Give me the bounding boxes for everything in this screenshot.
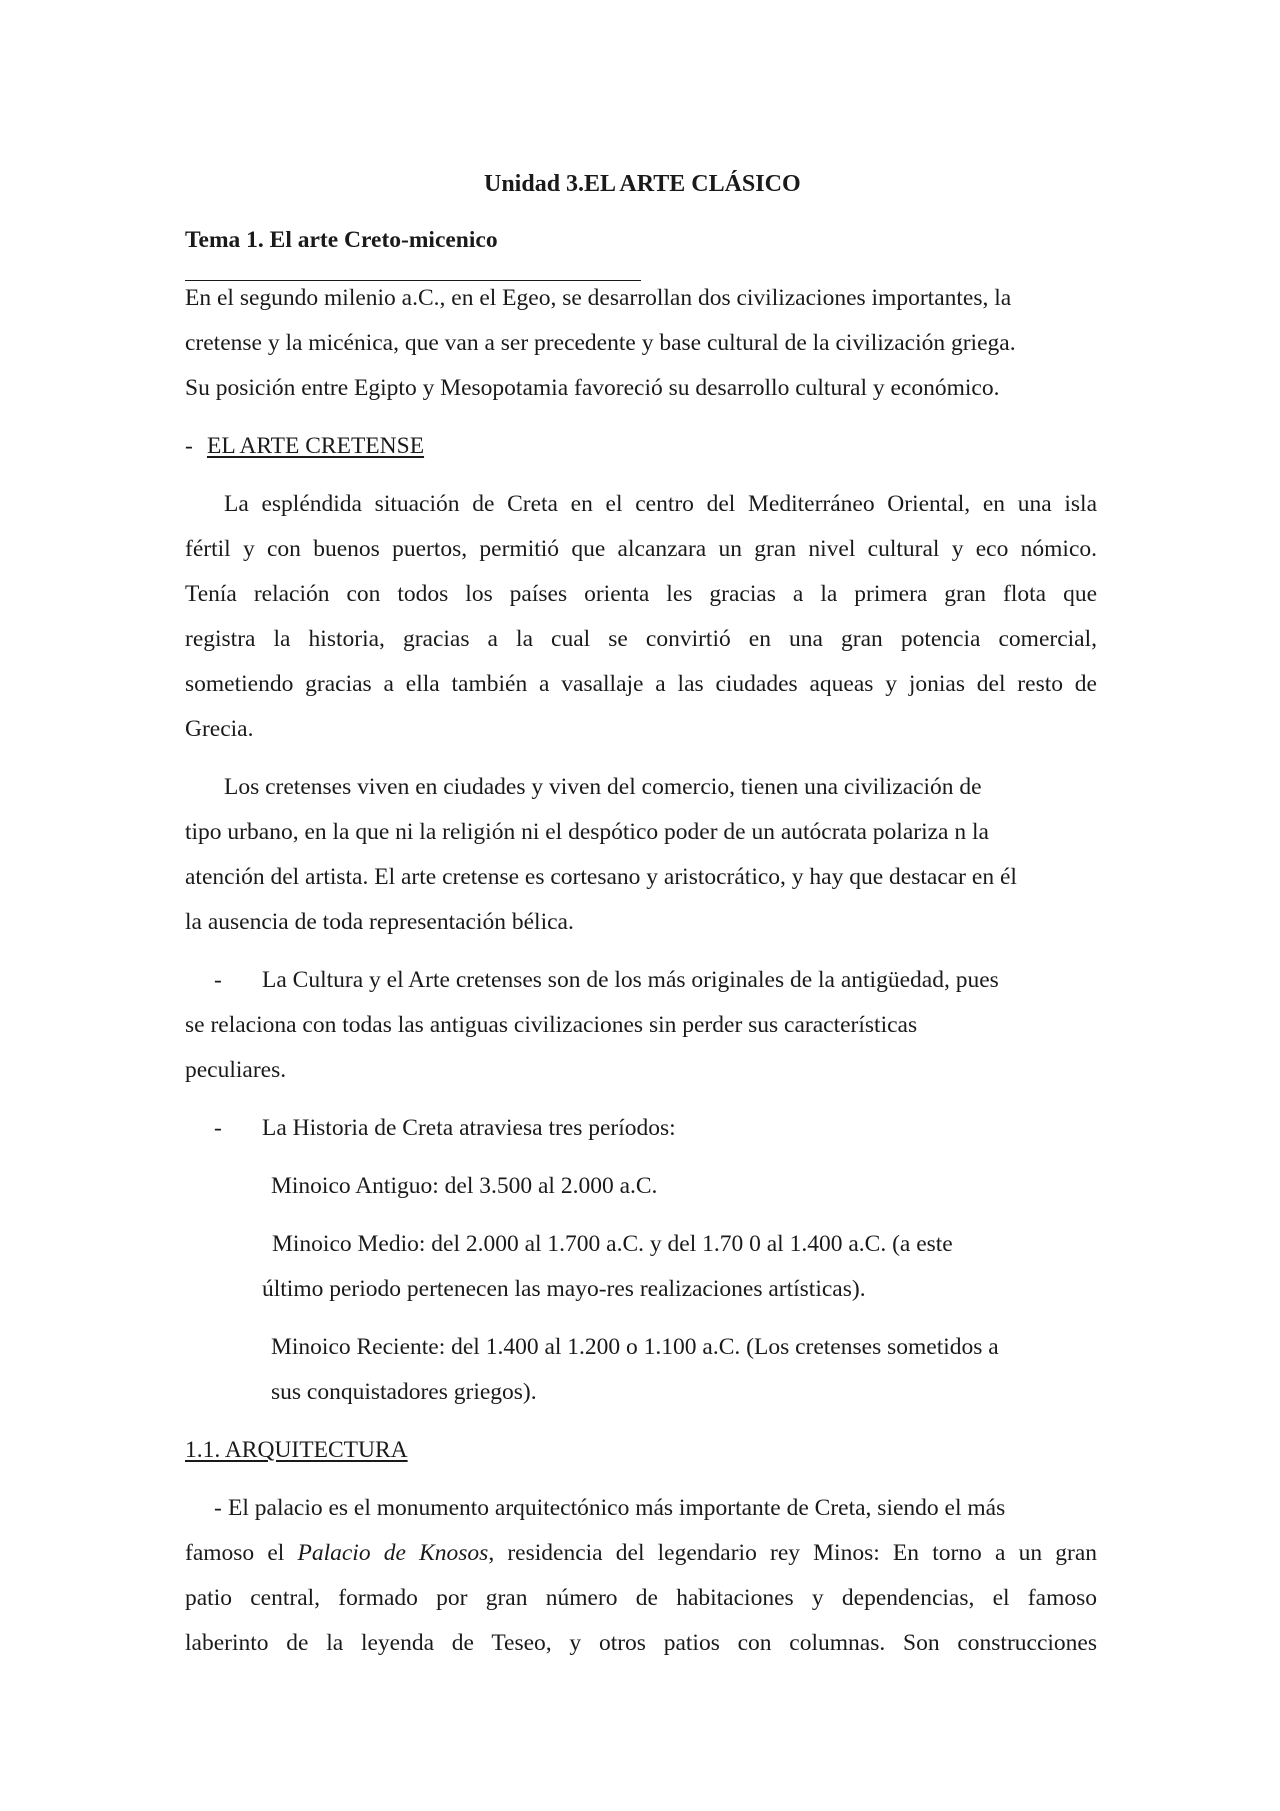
- paragraph-line: patio central, formado por gran número de habitaciones y dependencias, el famoso: [185, 1585, 1097, 1611]
- paragraph-line: la ausencia de toda representación bélica.: [185, 909, 574, 935]
- intro-line: En el segundo milenio a.C., en el Egeo, se desarrollan dos civilizaciones importantes, la: [185, 285, 1012, 311]
- bullet-dash: -: [214, 967, 222, 993]
- paragraph-line: fértil y con buenos puertos, permitió que alcanzara un gran nivel cultural y eco nómico.: [185, 536, 1097, 562]
- bullet-dash: -: [214, 1115, 222, 1141]
- paragraph-dash: -: [214, 1495, 222, 1521]
- paragraph-line: [185, 1542, 1097, 1566]
- paragraph-line: La espléndida situación de Creta en el centro del Mediterráneo Oriental, en una isla: [224, 491, 1097, 517]
- paragraph-line: Tenía relación con todos los países orienta les gracias a la primera gran flota que: [185, 581, 1097, 607]
- bullet-line: peculiares.: [185, 1057, 287, 1083]
- paragraph-line: atención del artista. El arte cretense es cortesano y aristocrático, y hay que destacar en él: [185, 864, 1017, 890]
- period-medio: último periodo pertenecen las mayo-res realizaciones artísticas).: [262, 1276, 866, 1302]
- paragraph-text: , residencia del legendario rey Minos: En torno a un gran: [488, 1540, 1097, 1566]
- paragraph-line: sometiendo gracias a ella también a vasallaje a las ciudades aqueas y jonias del resto de: [185, 671, 1097, 697]
- intro-line: Su posición entre Egipto y Mesopotamia favoreció su desarrollo cultural y económico.: [185, 375, 1000, 401]
- intro-line: cretense y la micénica, que van a ser precedente y base cultural de la civilización griega.: [185, 330, 1016, 356]
- period-medio: Minoico Medio: del 2.000 al 1.700 a.C. y del 1.70 0 al 1.400 a.C. (a este: [272, 1231, 953, 1257]
- topic-heading: Tema 1. El arte Creto-micenico: [185, 227, 498, 253]
- period-antiguo: Minoico Antiguo: del 3.500 al 2.000 a.C.: [271, 1173, 658, 1199]
- section-dash: -: [185, 433, 193, 459]
- paragraph-line: registra la historia, gracias a la cual se convirtió en una gran potencia comercial,: [185, 626, 1097, 652]
- section-heading-cretense: EL ARTE CRETENSE: [207, 433, 425, 459]
- section-heading-arquitectura: 1.1. ARQUITECTURA: [185, 1437, 408, 1463]
- page-title: Unidad 3.EL ARTE CLÁSICO: [484, 171, 801, 197]
- paragraph-line: laberinto de la leyenda de Teseo, y otros patios con columnas. Son construcciones: [185, 1630, 1097, 1656]
- period-reciente: sus conquistadores griegos).: [271, 1379, 537, 1405]
- paragraph-line: Grecia.: [185, 716, 254, 742]
- bullet-line: se relaciona con todas las antiguas civilizaciones sin perder sus características: [185, 1012, 918, 1038]
- paragraph-text: famoso el: [185, 1540, 298, 1566]
- period-reciente: Minoico Reciente: del 1.400 al 1.200 o 1.100 a.C. (Los cretenses sometidos a: [271, 1334, 999, 1360]
- bullet-line: La Cultura y el Arte cretenses son de los más originales de la antigüedad, pues: [262, 967, 999, 993]
- topic-underline-rule: [185, 280, 641, 281]
- bullet-line: La Historia de Creta atraviesa tres períodos:: [262, 1115, 676, 1141]
- paragraph-line: Los cretenses viven en ciudades y viven del comercio, tienen una civilización de: [224, 774, 982, 800]
- paragraph-line: El palacio es el monumento arquitectónico más importante de Creta, siendo el más: [228, 1495, 1006, 1521]
- paragraph-line: tipo urbano, en la que ni la religión ni el despótico poder de un autócrata polariza n la: [185, 819, 989, 845]
- palace-name: Palacio de Knosos: [297, 1540, 489, 1566]
